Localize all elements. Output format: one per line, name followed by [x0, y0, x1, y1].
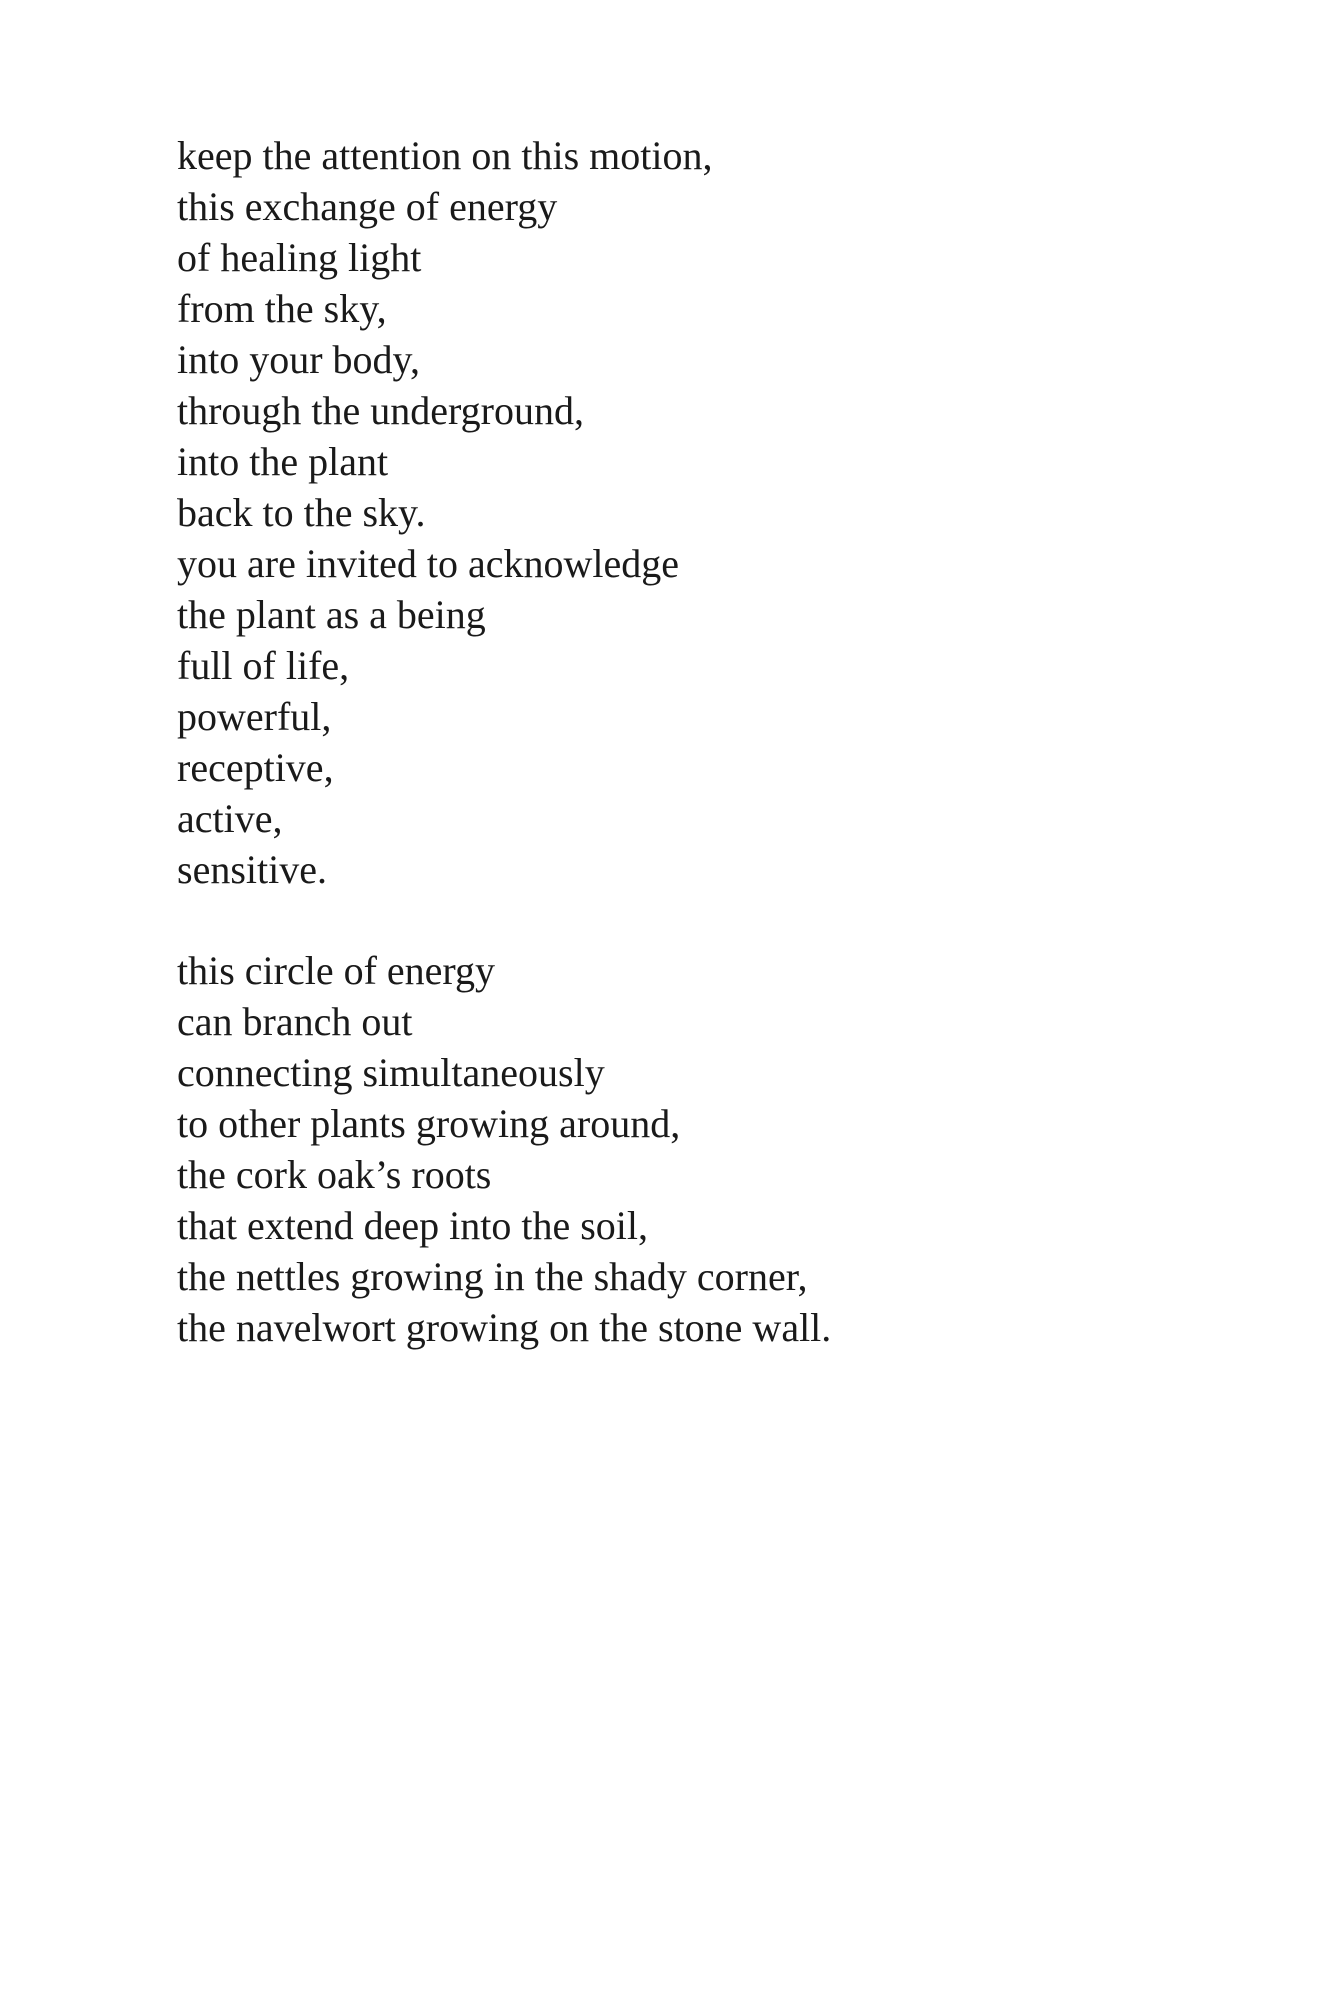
poem-line: the cork oak’s roots [177, 1152, 492, 1197]
poem-line: receptive, [177, 745, 334, 790]
poem-line: full of life, [177, 643, 350, 688]
poem-line: you are invited to acknowledge [177, 541, 680, 586]
poem-text [177, 130, 1177, 1353]
poem-line: into your body, [177, 337, 420, 382]
poem-line: through the underground, [177, 388, 584, 433]
stanza-1 [177, 130, 1177, 895]
poem-line: connecting simultaneously [177, 1050, 605, 1095]
poem-line: to other plants growing around, [177, 1101, 681, 1146]
poem-line: of healing light [177, 235, 422, 280]
poem-line: keep the attention on this motion, [177, 133, 713, 178]
poem-line: that extend deep into the soil, [177, 1203, 648, 1248]
poem-line: this exchange of energy [177, 184, 558, 229]
poem-line: back to the sky. [177, 490, 426, 535]
poem-line: sensitive. [177, 847, 327, 892]
stanza-2 [177, 945, 1177, 1353]
poem-line: the nettles growing in the shady corner, [177, 1254, 808, 1299]
poem-line: this circle of energy [177, 948, 496, 993]
poem-line: can branch out [177, 999, 413, 1044]
poem-line: active, [177, 796, 283, 841]
poem-line: the navelwort growing on the stone wall. [177, 1305, 832, 1350]
poem-line: from the sky, [177, 286, 387, 331]
poem-line: into the plant [177, 439, 389, 484]
poem-line: the plant as a being [177, 592, 486, 637]
poem-line: powerful, [177, 694, 332, 739]
